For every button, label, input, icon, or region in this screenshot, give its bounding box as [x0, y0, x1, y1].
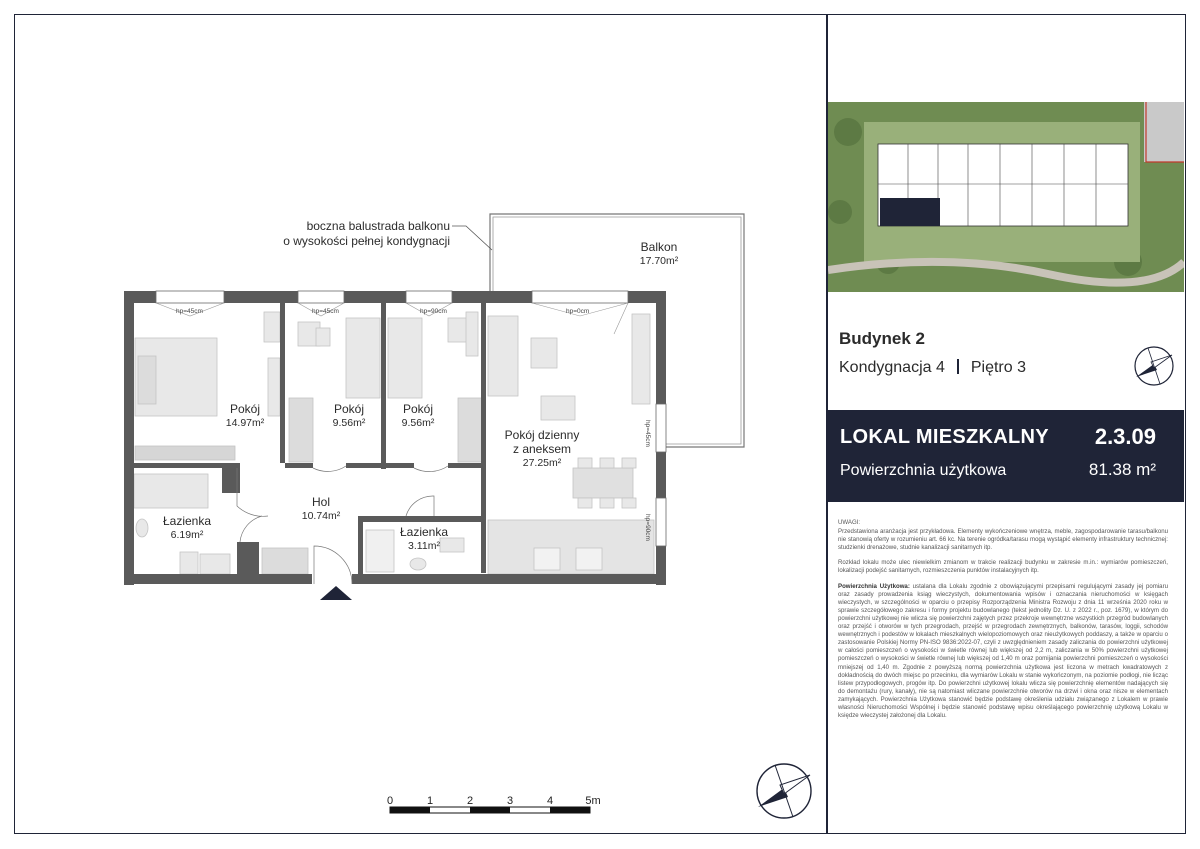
window-height-label: hp=0cm [566, 308, 590, 315]
notes-paragraph: Rozkład lokalu może ulec niewielkim zmianom w trakcie realizacji budynku w zakresie m.in.: wymiarów pomieszczeń, lokalizacji podejść sanitarnych, rozmieszczenia punktów instalacyjnych itp. [838, 559, 1168, 575]
notes-text: ustalana dla Lokalu zgodnie z obowiązującymi przepisami regulującymi zasady jej pomiaru oraz zasady prowadzenia ksiąg wieczystych, dokumentowania wpisów i oznaczania nieruchomości w księgach wieczystych, w szczególności w oparciu o przepisy Rozporządzenia Ministra Rozwoju z dnia 11 września 2020 roku w sprawie szczegółowego zakresu i formy projektu budowlanego (tekst jednolity Dz. U. z 2022 r., poz. 1679), w którym do powierzchni użytkowej nie wlicza się powierzchni zajętych przez przekroje wewnętrzne wszystkich przegród budowlanych oraz przejść i otworów w tych przegrodach, przejść w przegrodach zewnętrznych, balkonów, tarasów, loggii, schodów wewnętrznych i podestów w lokalach mieszkalnych wielopoziomowych oraz nieużytkowych poddaszy, a także w oparciu o zastosowanie Polskiej Normy PN-ISO 9836:2022-07, czyli z uwzględnieniem zasady zaliczania do powierzchni użytkowej w całości pomieszczeń o wysokości w świetle równej lub większej od 2,2 m, zaliczania w 50% powierzchni użytkowej pomieszczeń o wysokości w świetle równej lub większej od 1,40 m oraz pomijania powierzchni pomieszczeń o wysokości mniejszej od 1,40 m. Zgodnie z powyższą normą powierzchnia użytkowa jest liczona w metrach kwadratowych z dokładnością do dwóch miejsc po przecinku, dla wymiarów Lokalu w stanie wykończonym, na poziomie podłogi, nie licząc listew przypodłogowych, progów itp. Do powierzchni użytkowej lokalu wlicza się powierzchnię elementów nadających się do demontażu (rury, kanały), nie są natomiast wliczane powierzchnie otworów na drzwi i okna oraz nisze w elementach zamykających. Powierzchnia Użytkowa stanowić będzie podstawę określenia udziału związanego z Lokalem w prawie własności Nieruchomości Wspólnej i będzie stanowić podstawę wpisu określającego powierzchnię użytkową Lokalu w księdze wieczystej założonej dla Lokalu. [838, 582, 1168, 720]
room-label-lazienka-2: Łazienka 3.11m² [399, 525, 449, 552]
room-label-balkon: Balkon 17.70m² [639, 240, 679, 267]
room-label-hol: Hol 10.74m² [301, 495, 341, 522]
area-value: 81.38 m² [1088, 460, 1156, 479]
site-plan-image [828, 102, 1184, 292]
balcony-outline [490, 214, 744, 447]
room-label-pokoj-2: Pokój 9.56m² [332, 402, 366, 429]
area-label: Powierzchnia użytkowa [840, 462, 1007, 479]
highlighted-unit [880, 198, 940, 226]
entrance-opening [312, 574, 352, 584]
compass-icon [1132, 344, 1176, 388]
window-height-label: hp=45cm [643, 420, 651, 447]
notes-paragraph: Przedstawiona aranżacja jest przykładowa. Elementy wykończeniowe wnętrza, meble, zagospodarowanie tarasu/balkonu nie stanowią oferty w rozumieniu art. 66 kc. Na terenie ogródka/tarasu mogą wystąpić elementy infrastruktury technicznej: studzienki drenażowe, studnie kanalizacji sanitarnych itp. [838, 528, 1168, 552]
notes-paragraph [838, 583, 1168, 721]
floor-level: Kondygnacja 4 [839, 359, 945, 376]
room-label-pokoj-3: Pokój 9.56m² [401, 402, 435, 429]
scale-label: 1 [426, 795, 434, 807]
info-panel [828, 16, 1184, 832]
floor-info [839, 359, 1026, 377]
balcony-callout [272, 219, 450, 249]
scale-label: 3 [506, 795, 514, 807]
notes-bold-term: Powierzchnia Użytkowa: [838, 582, 910, 590]
scale-bar [390, 807, 590, 813]
unit-summary-box [828, 410, 1184, 502]
callout-line-2: o wysokości pełnej kondygnacji [283, 234, 450, 248]
window-height-label: hp=45cm [312, 308, 339, 315]
scale-label: 0 [386, 795, 394, 807]
unit-type: LOKAL MIESZKALNY [840, 426, 1049, 448]
scale-label: 5m [585, 795, 601, 807]
floor-number: Piętro 3 [970, 359, 1026, 376]
notes-heading: UWAGI: [838, 519, 861, 526]
floor-separator [957, 359, 959, 374]
callout-line-1: boczna balustrada balkonu [306, 219, 450, 233]
unit-number: 2.3.09 [1094, 424, 1156, 449]
floor-plan-area [16, 16, 824, 832]
window-height-label: hp=90cm [643, 514, 651, 541]
scale-label: 2 [466, 795, 474, 807]
building-title: Budynek 2 [839, 329, 925, 348]
site-plan-drawing [828, 102, 1184, 292]
scale-label: 4 [546, 795, 554, 807]
room-label-pokoj-1: Pokój 14.97m² [225, 402, 265, 429]
room-label-lazienka-1: Łazienka 6.19m² [162, 514, 212, 541]
compass-icon [757, 764, 811, 818]
callout-leader [452, 226, 492, 250]
window-height-label: hp=45cm [176, 308, 203, 315]
entrance-marker [320, 586, 352, 600]
window-height-label: hp=90cm [420, 308, 447, 315]
notes [838, 519, 1168, 727]
room-label-pokoj-dzienny: Pokój dzienny z aneksem 27.25m² [504, 428, 580, 469]
